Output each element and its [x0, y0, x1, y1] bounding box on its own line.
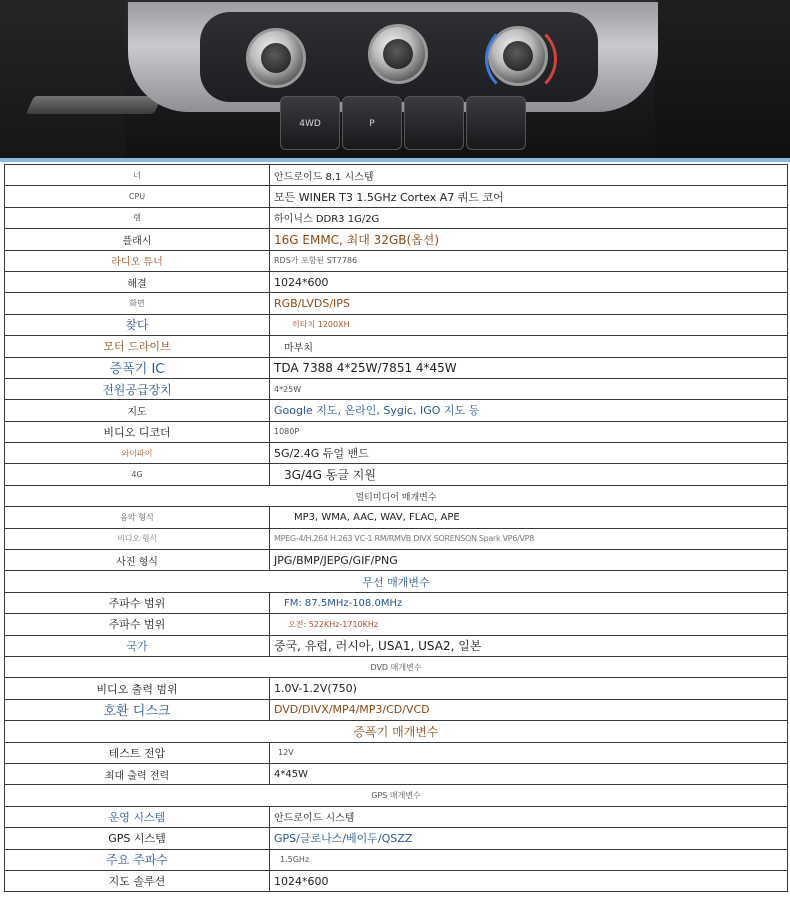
- spec-key: GPS 시스템: [5, 828, 270, 849]
- spec-value: MP3, WMA, AAC, WAV, FLAC, APE: [270, 507, 788, 528]
- table-row: [5, 207, 788, 228]
- spec-value: 안드로이드 시스템: [270, 806, 788, 827]
- table-row: [5, 592, 788, 613]
- spec-key: 지도: [5, 400, 270, 421]
- spec-key: 음악 형식: [5, 507, 270, 528]
- spec-key: 찾다: [5, 314, 270, 335]
- table-row: [5, 828, 788, 849]
- photo-right-trim: [655, 0, 790, 162]
- table-row: [5, 271, 788, 292]
- spec-value: DVD/DIVX/MP4/MP3/CD/VCD: [270, 699, 788, 720]
- section-header-row: [5, 571, 788, 592]
- spec-value: FM: 87.5MHz-108.0MHz: [270, 592, 788, 613]
- spec-value: GPS/글로나스/베이두/QSZZ: [270, 828, 788, 849]
- spec-value: 4*45W: [270, 763, 788, 784]
- table-row: [5, 699, 788, 720]
- photo-switch-4: [466, 96, 526, 150]
- section-header-row: [5, 485, 788, 506]
- spec-value: 1024*600: [270, 271, 788, 292]
- photo-left-trim: [0, 0, 125, 162]
- photo-bottom-strip: [0, 158, 790, 162]
- spec-key: 4G: [5, 464, 270, 485]
- radio-header: 무선 매개변수: [5, 571, 788, 592]
- spec-key: 테스트 전압: [5, 742, 270, 763]
- spec-table: [4, 164, 788, 892]
- table-row: [5, 635, 788, 656]
- spec-value: 마부치: [270, 336, 788, 357]
- spec-value: 중국, 유럽, 러시아, USA1, USA2, 일본: [270, 635, 788, 656]
- table-row: [5, 357, 788, 378]
- spec-value: MPEG-4/H.264 H.263 VC-1 RM/RMVB DIVX SORENSON Spark VP6/VP8: [270, 528, 788, 549]
- spec-key: 호환 디스크: [5, 699, 270, 720]
- table-row: [5, 336, 788, 357]
- spec-value: Google 지도, 온라인, Sygic, IGO 지도 등: [270, 400, 788, 421]
- photo-pedal: [26, 96, 162, 114]
- spec-value: 히타치 1200XH: [270, 314, 788, 335]
- photo-switch-3: [404, 96, 464, 150]
- table-row: [5, 186, 788, 207]
- spec-value: 하이닉스 DDR3 1G/2G: [270, 207, 788, 228]
- photo-switch-2: P: [342, 96, 402, 150]
- spec-key: 해결: [5, 271, 270, 292]
- spec-key: 사진 형식: [5, 550, 270, 571]
- spec-key: 주파수 범위: [5, 592, 270, 613]
- table-row: [5, 614, 788, 635]
- spec-key: 라디오 튜너: [5, 250, 270, 271]
- spec-value: 4*25W: [270, 378, 788, 399]
- spec-key: 비디오 형식: [5, 528, 270, 549]
- table-row: [5, 400, 788, 421]
- spec-value: 오전: 522KHz-1710KHz: [270, 614, 788, 635]
- table-row: [5, 250, 788, 271]
- spec-key: 너: [5, 165, 270, 186]
- multimedia-header: 멀티미디어 매개변수: [5, 485, 788, 506]
- spec-value: 1.0V-1.2V(750): [270, 678, 788, 699]
- table-row: [5, 550, 788, 571]
- fan-speed-knob: [246, 28, 306, 88]
- spec-value: 1.5GHz: [270, 849, 788, 870]
- spec-value: RDS가 포함된 ST7786: [270, 250, 788, 271]
- spec-value: 1024*600: [270, 870, 788, 891]
- table-row: [5, 528, 788, 549]
- spec-key: 운영 시스템: [5, 806, 270, 827]
- spec-key: 플래시: [5, 229, 270, 250]
- spec-key: 국가: [5, 635, 270, 656]
- table-row: [5, 763, 788, 784]
- table-row: [5, 849, 788, 870]
- spec-value: 5G/2.4G 듀얼 밴드: [270, 443, 788, 464]
- spec-key: 전원공급장치: [5, 378, 270, 399]
- spec-key: 최대 출력 전력: [5, 763, 270, 784]
- table-row: [5, 229, 788, 250]
- spec-key: 증폭기 IC: [5, 357, 270, 378]
- table-row: [5, 507, 788, 528]
- spec-key: 비디오 디코더: [5, 421, 270, 442]
- spec-key: 주파수 범위: [5, 614, 270, 635]
- spec-value: JPG/BMP/JEPG/GIF/PNG: [270, 550, 788, 571]
- spec-key: 화면: [5, 293, 270, 314]
- spec-value: 3G/4G 동글 지원: [270, 464, 788, 485]
- gps-header: GPS 매개변수: [5, 785, 788, 806]
- spec-key: 와이파이: [5, 443, 270, 464]
- section-header-row: [5, 656, 788, 677]
- table-row: [5, 421, 788, 442]
- spec-key: 램: [5, 207, 270, 228]
- table-row: [5, 378, 788, 399]
- spec-value: TDA 7388 4*25W/7851 4*45W: [270, 357, 788, 378]
- spec-value: 1080P: [270, 421, 788, 442]
- spec-value: 모든 WINER T3 1.5GHz Cortex A7 쿼드 코어: [270, 186, 788, 207]
- section-header-row: [5, 785, 788, 806]
- table-row: [5, 742, 788, 763]
- table-row: [5, 443, 788, 464]
- spec-value: 16G EMMC, 최대 32GB(옵션): [270, 229, 788, 250]
- dvd-header: DVD 매개변수: [5, 656, 788, 677]
- section-header-row: [5, 721, 788, 742]
- amp-header: 증폭기 매개변수: [5, 721, 788, 742]
- table-row: [5, 464, 788, 485]
- spec-key: CPU: [5, 186, 270, 207]
- spec-key: 주요 주파수: [5, 849, 270, 870]
- spec-value: 12V: [270, 742, 788, 763]
- spec-key: 비디오 출력 범위: [5, 678, 270, 699]
- spec-value: 안드로이드 8.1 시스템: [270, 165, 788, 186]
- spec-key: 모터 드라이브: [5, 336, 270, 357]
- photo-switch-row: [274, 96, 530, 150]
- table-row: [5, 314, 788, 335]
- spec-value: RGB/LVDS/IPS: [270, 293, 788, 314]
- air-mode-knob: [368, 24, 428, 84]
- table-row: [5, 678, 788, 699]
- table-row: [5, 806, 788, 827]
- table-row: [5, 293, 788, 314]
- temperature-knob: [488, 26, 548, 86]
- photo-switch-1: 4WD: [280, 96, 340, 150]
- spec-key: 지도 솔루션: [5, 870, 270, 891]
- table-row: [5, 165, 788, 186]
- product-photo: [0, 0, 790, 162]
- table-row: [5, 870, 788, 891]
